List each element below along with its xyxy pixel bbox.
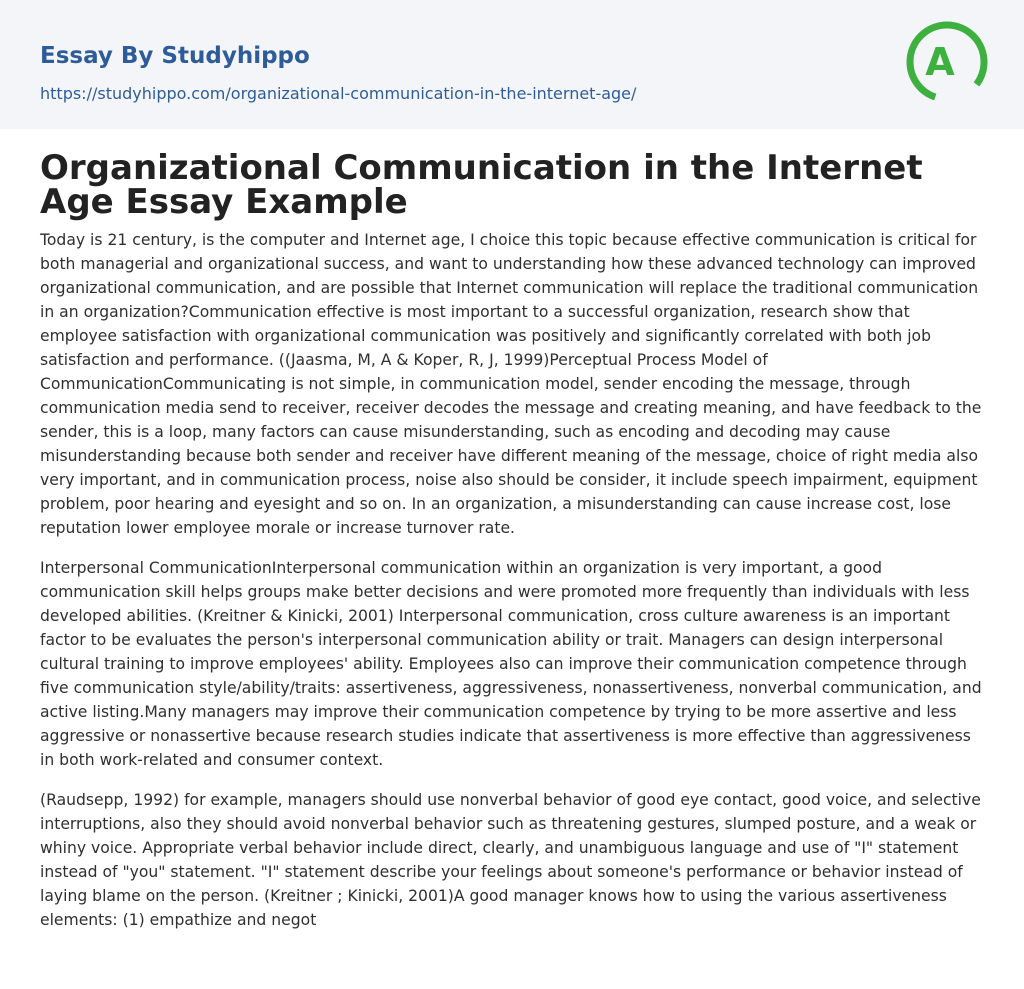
paragraph: (Raudsepp, 1992) for example, managers should use nonverbal behavior of good eye contact, good voice, and selective interruptions, also they should avoid nonverbal behavior such as threatening gestures, slumped posture, and a weak or whiny voice. Appropriate verbal behavior include direct, clearly, and unambiguous language and use of "I" statement instead of "you" statement. "I" statement describe your feelings about someone's performance or behavior instead of laying blame on the person. (Kreitner ; Kinicki, 2001)A good manager knows how to using the various assertiveness elements: (1) empathize and negot [40,791,981,929]
article-body [40,228,988,948]
brand-title[interactable]: Essay By Studyhippo [40,43,310,69]
logo-letter: A [925,40,955,84]
paragraph: Today is 21 century, is the computer and Internet age, I choice this topic because effective communication is critical for both managerial and organizational success, and want to understanding how these advanced technology can improved organizational communication, and are possible that Internet communication will replace the traditional communication in an organization?Communication effective is most important to a successful organization, research show that employee satisfaction with organizational communication was positively and significantly correlated with both job satisfaction and performance. ((Jaasma, M, A & Koper, R, J, 1999)Perceptual Process Model of CommunicationCommunicating is not simple, in communication model, sender encoding the message, through communication media send to receiver, receiver decodes the message and creating meaning, and have feedback to the sender, this is a loop, many factors can cause misunderstanding, such as encoding and decoding may cause misunderstanding because both sender and receiver have different meaning of the message, choice of right media also very important, and in communication process, noise also should be consider, it include speech impairment, equipment problem, poor hearing and eyesight and so on. In an organization, a misunderstanding can cause increase cost, lose reputation lower employee morale or increase turnover rate. [40,231,982,537]
page-title: Organizational Communication in the Internet Age Essay Example [40,148,923,222]
source-url-link[interactable]: https://studyhippo.com/organizational-communication-in-the-internet-age/ [40,84,637,103]
paragraph: Interpersonal CommunicationInterpersonal communication within an organization is very important, a good communication skill helps groups make better decisions and were promoted more frequently than individuals with less developed abilities. (Kreitner & Kinicki, 2001) Interpersonal communication, cross culture awareness is an important factor to be evaluates the person's interpersonal communication ability or trait. Managers can design interpersonal cultural training to improve employees' ability. Employees also can improve their communication competence through five communication style/ability/traits: assertiveness, aggressiveness, nonassertiveness, nonverbal communication, and active listing.Many managers may improve their communication competence by trying to be more assertive and less aggressive or nonassertive because research studies indicate that assertiveness is more effective than aggressiveness in both work-related and consumer context. [40,559,982,769]
